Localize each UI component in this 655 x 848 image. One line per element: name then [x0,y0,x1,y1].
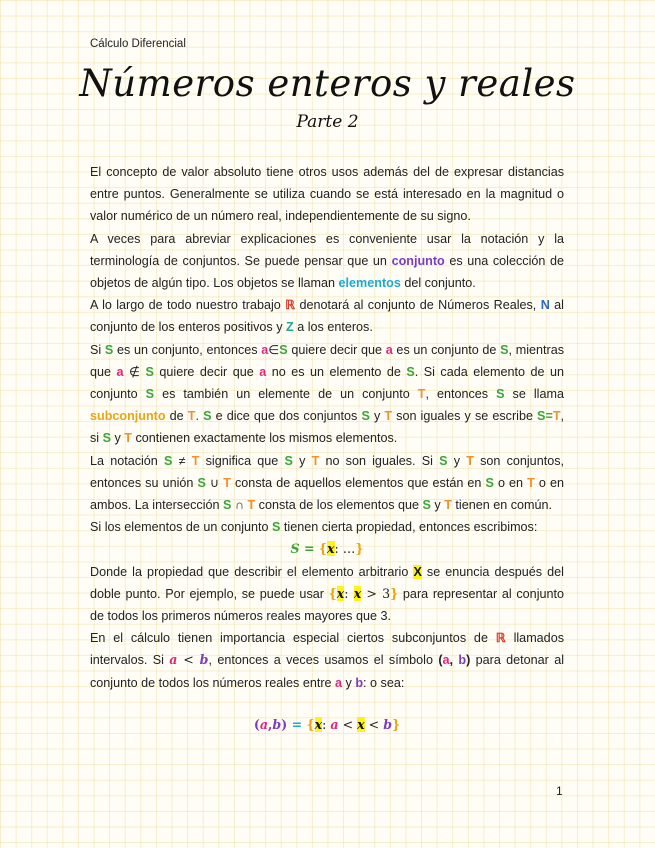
symbol-integers: Z [286,320,294,335]
keyword-elementos: elementos [338,276,401,291]
symbol-reals: ℝ [285,298,296,313]
paragraph-sets-intro: A veces para abreviar explicaciones es conveniente usar la notación y la terminología de conjuntos. Se puede pensar que un conjunto es una colección de objetos de algún tipo. Los objetos se llaman elementos del conjunto. [90,231,564,291]
document-body [90,161,564,736]
page-subtitle: Parte 2 [296,112,359,132]
paragraph-number-sets: A lo largo de todo nuestro trabajo ℝ denotará al conjunto de Números Reales, N al conjunto de los enteros positivos y Z a los enteros. [90,298,564,335]
equation-set-builder: S = {x: …} [290,541,364,557]
paragraph-set-operations: La notación S ≠ T significa que S y T no son iguales. Si S y T son conjuntos, entonces su unión S ∪ T consta de aquellos elementos que están en S o en T o en ambos. La intersección S ∩ T consta de los elementos que S y T tienen en común. [90,453,565,513]
symbol-naturals: N [540,298,550,313]
keyword-subconjunto: subconjunto [90,409,166,424]
page-number: 1 [556,784,563,798]
paragraph-absolute-value: El concepto de valor absoluto tiene otros usos además del de expresar distancias entre puntos. Generalmente se utiliza cuando se está interesado en la magnitud o valor numérico de un número real, independientemente de su signo. [90,165,564,224]
paragraph-membership: Si S es un conjunto, entonces a∈S quiere decir que a es un conjunto de S, mientras que a ∉ S quiere decir que a no es un elemento de S. Si cada elemento de un conjunto S es también un elemente de un conjunto T, entonces S se llama subconjunto de T. S e dice que dos conjuntos S y T son iguales y se escribe S=T, si S y T contienen exactamente los mismos elementos. [90,342,565,446]
equation-interval: (a,b) = {x: a < x < b} [253,716,401,732]
page-title: Números enteros y reales [79,62,576,105]
paragraph-example: Donde la propiedad que describir el elemento arbitrario X se enuncia después del doble punto. Por ejemplo, se puede usar {x: x > 3} para representar al conjunto de todos los primeros números reales mayores que 3. [90,564,564,624]
header-course: Cálculo Diferencial [90,38,186,50]
keyword-conjunto: conjunto [391,253,445,268]
paragraph-intervals: En el cálculo tienen importancia especial ciertos subconjuntos de ℝ llamados intervalos. Si a < b, entonces a veces usamos el símbolo (a, b) para detonar al conjunto de todos los números reales entre a y b: o sea: [90,631,565,690]
paragraph-set-builder: Si los elementos de un conjunto S tienen cierta propiedad, entonces escribimos: [90,520,538,535]
